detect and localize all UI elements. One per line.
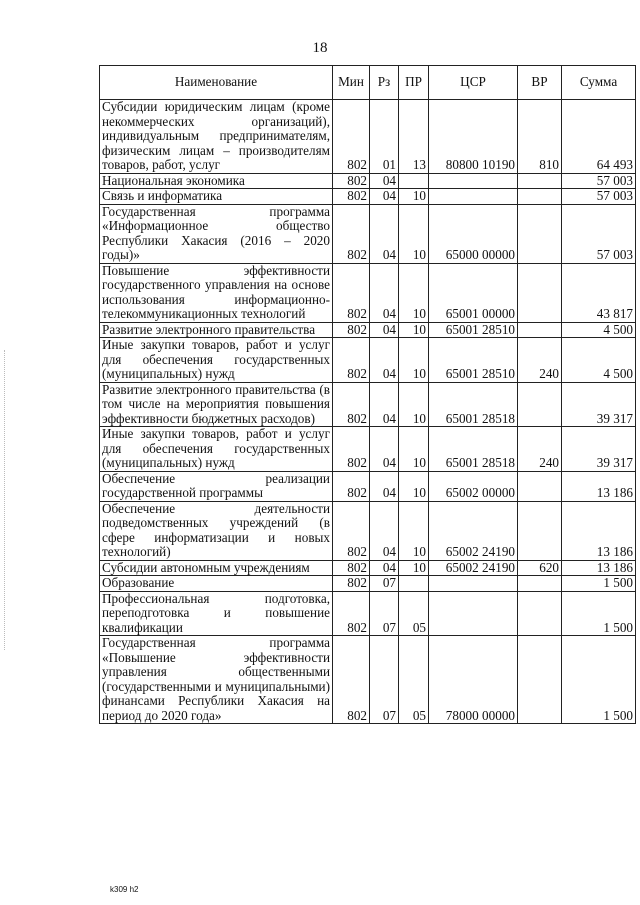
- cell-vr: [518, 576, 562, 592]
- table-row: [100, 576, 636, 592]
- cell-sum: 39 317: [562, 427, 636, 472]
- cell-name: Обеспечение деятельности подведомственных учреждений (в сфере информатизации и новых технологий): [100, 501, 333, 560]
- cell-csr: 65001 28518: [429, 382, 518, 427]
- cell-min: 802: [333, 501, 370, 560]
- table-row: [100, 189, 636, 205]
- cell-min: 802: [333, 263, 370, 322]
- cell-vr: [518, 189, 562, 205]
- cell-name: Развитие электронного правительства (в том числе на мероприятия повышения эффективности бюджетных расходов): [100, 382, 333, 427]
- cell-name: Государственная программа «Информационное общество Республики Хакасия (2016 – 2020 годы)»: [100, 204, 333, 263]
- table-header-row: [100, 66, 636, 100]
- cell-vr: [518, 322, 562, 338]
- cell-min: 802: [333, 471, 370, 501]
- header-sum: Сумма: [562, 66, 636, 100]
- cell-sum: 4 500: [562, 338, 636, 383]
- cell-name: Развитие электронного правительства: [100, 322, 333, 338]
- cell-pr: 13: [399, 100, 429, 174]
- cell-csr: [429, 173, 518, 189]
- cell-pr: 10: [399, 471, 429, 501]
- table-row: [100, 100, 636, 174]
- cell-pr: 10: [399, 427, 429, 472]
- cell-rz: 07: [370, 636, 399, 724]
- cell-min: 802: [333, 204, 370, 263]
- budget-table: [99, 65, 636, 724]
- cell-sum: 57 003: [562, 173, 636, 189]
- cell-name: Иные закупки товаров, работ и услуг для обеспечения государственных (муниципальных) нужд: [100, 427, 333, 472]
- table-row: [100, 173, 636, 189]
- binding-margin-line: [4, 350, 6, 650]
- cell-min: 802: [333, 382, 370, 427]
- cell-vr: [518, 173, 562, 189]
- cell-pr: 10: [399, 338, 429, 383]
- cell-min: 802: [333, 427, 370, 472]
- cell-name: Образование: [100, 576, 333, 592]
- table-row: [100, 591, 636, 636]
- header-pr: ПР: [399, 66, 429, 100]
- cell-vr: [518, 636, 562, 724]
- cell-csr: 65001 28518: [429, 427, 518, 472]
- cell-name: Иные закупки товаров, работ и услуг для обеспечения государственных (муниципальных) нужд: [100, 338, 333, 383]
- cell-rz: 04: [370, 173, 399, 189]
- cell-vr: 240: [518, 427, 562, 472]
- cell-name: Национальная экономика: [100, 173, 333, 189]
- cell-sum: 64 493: [562, 100, 636, 174]
- cell-min: 802: [333, 322, 370, 338]
- cell-csr: [429, 189, 518, 205]
- page-number: 18: [312, 40, 328, 56]
- cell-pr: 10: [399, 263, 429, 322]
- cell-rz: 07: [370, 591, 399, 636]
- cell-vr: [518, 382, 562, 427]
- cell-csr: 65001 28510: [429, 322, 518, 338]
- cell-name: Субсидии юридическим лицам (кроме некоммерческих организаций), индивидуальным предпринимателям, физическим лицам – производителям товаров, работ, услуг: [100, 100, 333, 174]
- table-row: [100, 427, 636, 472]
- cell-sum: 1 500: [562, 591, 636, 636]
- cell-sum: 57 003: [562, 204, 636, 263]
- cell-min: 802: [333, 189, 370, 205]
- cell-csr: [429, 591, 518, 636]
- cell-vr: [518, 591, 562, 636]
- cell-csr: 65002 00000: [429, 471, 518, 501]
- cell-csr: 80800 10190: [429, 100, 518, 174]
- cell-sum: 43 817: [562, 263, 636, 322]
- header-csr: ЦСР: [429, 66, 518, 100]
- cell-vr: 620: [518, 560, 562, 576]
- cell-pr: 10: [399, 382, 429, 427]
- cell-sum: 4 500: [562, 322, 636, 338]
- cell-csr: [429, 576, 518, 592]
- header-min: Мин: [333, 66, 370, 100]
- cell-sum: 13 186: [562, 471, 636, 501]
- cell-vr: [518, 471, 562, 501]
- table-row: [100, 204, 636, 263]
- cell-rz: 07: [370, 576, 399, 592]
- cell-vr: [518, 501, 562, 560]
- cell-pr: 10: [399, 204, 429, 263]
- cell-csr: 65001 00000: [429, 263, 518, 322]
- cell-name: Обеспечение реализации государственной программы: [100, 471, 333, 501]
- cell-rz: 01: [370, 100, 399, 174]
- cell-sum: 13 186: [562, 501, 636, 560]
- table-row: [100, 501, 636, 560]
- cell-pr: 10: [399, 560, 429, 576]
- cell-rz: 04: [370, 471, 399, 501]
- cell-sum: 13 186: [562, 560, 636, 576]
- cell-vr: 810: [518, 100, 562, 174]
- cell-sum: 57 003: [562, 189, 636, 205]
- cell-rz: 04: [370, 322, 399, 338]
- cell-name: Государственная программа «Повышение эффективности управления общественными (государственными и муниципальными) финансами Республики Хакасия на период до 2020 года»: [100, 636, 333, 724]
- table-row: [100, 636, 636, 724]
- header-vr: ВР: [518, 66, 562, 100]
- table-row: [100, 382, 636, 427]
- cell-min: 802: [333, 338, 370, 383]
- cell-min: 802: [333, 173, 370, 189]
- cell-pr: [399, 576, 429, 592]
- cell-rz: 04: [370, 501, 399, 560]
- cell-pr: 10: [399, 501, 429, 560]
- cell-vr: [518, 263, 562, 322]
- cell-min: 802: [333, 576, 370, 592]
- cell-rz: 04: [370, 382, 399, 427]
- cell-name: Субсидии автономным учреждениям: [100, 560, 333, 576]
- cell-pr: 05: [399, 636, 429, 724]
- cell-csr: 65000 00000: [429, 204, 518, 263]
- footer-code: k309 h2: [110, 885, 139, 894]
- cell-csr: 65001 28510: [429, 338, 518, 383]
- cell-rz: 04: [370, 189, 399, 205]
- cell-pr: [399, 173, 429, 189]
- table-row: [100, 560, 636, 576]
- cell-pr: 05: [399, 591, 429, 636]
- table-row: [100, 263, 636, 322]
- header-rz: Рз: [370, 66, 399, 100]
- cell-rz: 04: [370, 263, 399, 322]
- cell-csr: 78000 00000: [429, 636, 518, 724]
- cell-pr: 10: [399, 322, 429, 338]
- cell-min: 802: [333, 560, 370, 576]
- cell-name: Профессиональная подготовка, переподготовка и повышение квалификации: [100, 591, 333, 636]
- cell-min: 802: [333, 591, 370, 636]
- cell-csr: 65002 24190: [429, 560, 518, 576]
- table-row: [100, 322, 636, 338]
- cell-rz: 04: [370, 204, 399, 263]
- table-row: [100, 338, 636, 383]
- cell-sum: 1 500: [562, 576, 636, 592]
- cell-min: 802: [333, 100, 370, 174]
- cell-name: Связь и информатика: [100, 189, 333, 205]
- table-row: [100, 471, 636, 501]
- cell-csr: 65002 24190: [429, 501, 518, 560]
- cell-rz: 04: [370, 427, 399, 472]
- header-name: Наименование: [100, 66, 333, 100]
- cell-vr: [518, 204, 562, 263]
- cell-name: Повышение эффективности государственного управления на основе использования информационно-телекоммуникационных технологий: [100, 263, 333, 322]
- cell-min: 802: [333, 636, 370, 724]
- cell-vr: 240: [518, 338, 562, 383]
- cell-rz: 04: [370, 338, 399, 383]
- cell-rz: 04: [370, 560, 399, 576]
- cell-pr: 10: [399, 189, 429, 205]
- cell-sum: 1 500: [562, 636, 636, 724]
- cell-sum: 39 317: [562, 382, 636, 427]
